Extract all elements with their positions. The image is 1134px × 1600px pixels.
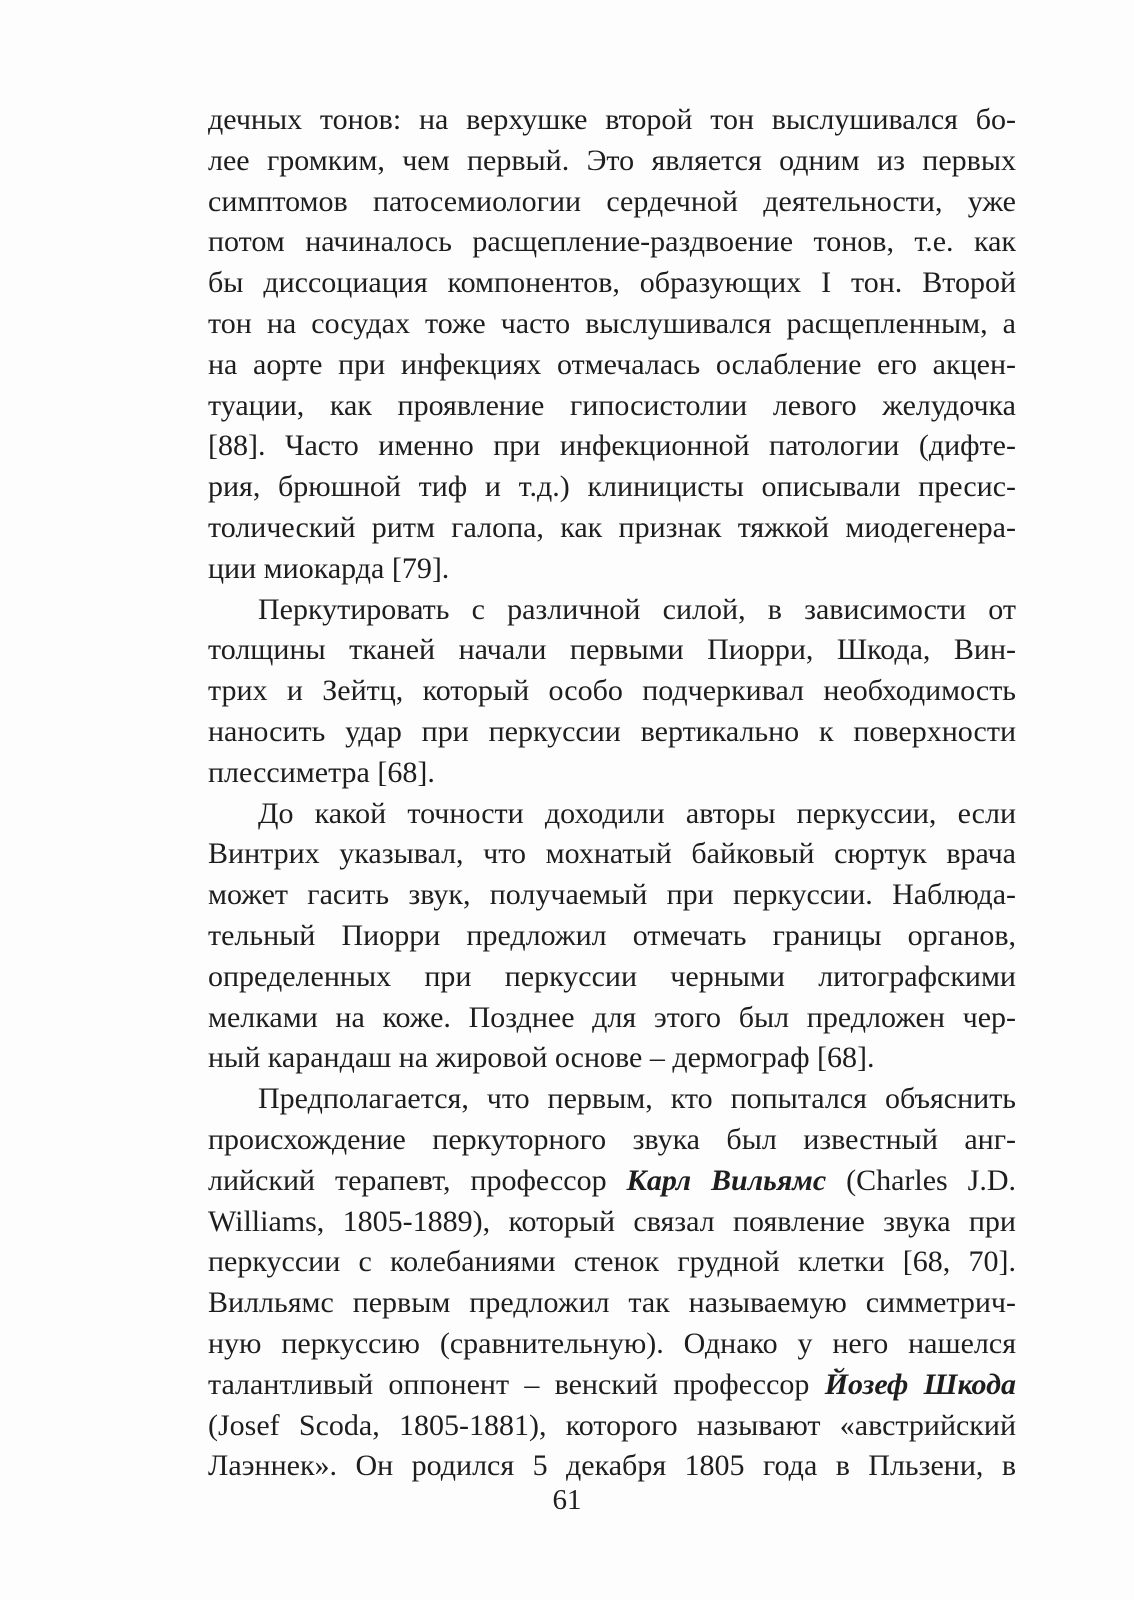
- paragraph: [208, 100, 1016, 590]
- paragraph: [208, 1079, 1016, 1487]
- text-fragment: (Charles J.D.: [826, 1163, 1016, 1197]
- text-line: (Josef Scoda, 1805-1881), которого называют «австрийский: [208, 1408, 1016, 1442]
- text-line: происхождение перкуторного звука был известный анг-: [208, 1122, 1016, 1156]
- text-line: определенных при перкуссии черными литографскими: [208, 959, 1016, 993]
- text-line: тон на сосудах тоже часто выслушивался расщепленным, а: [208, 306, 1016, 340]
- text-line: [88]. Часто именно при инфекционной патологии (дифте-: [208, 429, 1016, 463]
- text-line: туации, как проявление гипосистолии левого желудочка: [208, 388, 1016, 422]
- text-line: симптомов патосемиологии сердечной деятельности, уже: [208, 184, 1016, 218]
- text-line: Перкутировать с различной силой, в зависимости от: [258, 592, 1016, 626]
- text-line: лее громким, чем первый. Это является одним из первых: [208, 143, 1016, 177]
- paragraph: [208, 590, 1016, 794]
- text-line: трих и Зейтц, который особо подчеркивал необходимость: [208, 674, 1016, 708]
- text-line: Предполагается, что первым, кто попытался объяснить: [258, 1082, 1016, 1116]
- page-number: 61: [552, 1484, 582, 1516]
- text-line: [208, 1365, 1016, 1406]
- text-line: Винтрих указывал, что мохнатый байковый сюртук врача: [208, 837, 1016, 871]
- text-line: ный карандаш на жировой основе – дермограф [68].: [208, 1041, 875, 1075]
- text-line: потом начиналось расщепление-раздвоение тонов, т.е. как: [208, 225, 1016, 259]
- text-line: ную перкуссию (сравнительную). Однако у него нашелся: [208, 1326, 1016, 1360]
- text-line: рия, брюшной тиф и т.д.) клиницисты описывали пресис-: [208, 470, 1016, 504]
- text-fragment: талантливый оппонент – венский профессор: [208, 1367, 825, 1401]
- text-line: [208, 1161, 1016, 1202]
- text-line: наносить удар при перкуссии вертикально к поверхности: [208, 714, 1016, 748]
- paragraph: [208, 794, 1016, 1080]
- text-line: на аорте при инфекциях отмечалась ослабление его акцен-: [208, 347, 1016, 381]
- text-line: тельный Пиорри предложил отмечать границы органов,: [208, 918, 1016, 952]
- text-line: толщины тканей начали первыми Пиорри, Шкода, Вин-: [208, 633, 1016, 667]
- text-line: дечных тонов: на верхушке второй тон выслушивался бо-: [208, 103, 1016, 136]
- text-line: мелками на коже. Позднее для этого был предложен чер-: [208, 1000, 1016, 1034]
- text-line: Лаэннек». Он родился 5 декабря 1805 года в Пльзени, в: [208, 1449, 1016, 1483]
- text-line: может гасить звук, получаемый при перкуссии. Наблюда-: [208, 878, 1016, 912]
- text-line: ции миокарда [79].: [208, 551, 450, 585]
- text-line: плессиметра [68].: [208, 755, 435, 789]
- text-line: толический ритм галопа, как признак тяжкой миодегенера-: [208, 510, 1016, 544]
- body-text: [208, 100, 1016, 1487]
- text-line: Вилльямс первым предложил так называемую симметрич-: [208, 1286, 1016, 1320]
- text-fragment: лийский терапевт, профессор: [208, 1163, 627, 1197]
- text-line: Williams, 1805-1889), который связал появление звука при: [208, 1204, 1016, 1238]
- text-line: До какой точности доходили авторы перкуссии, если: [258, 796, 1016, 830]
- emphasized-name: Йозеф Шкода: [824, 1367, 1017, 1401]
- text-line: бы диссоциация компонентов, образующих I тон. Второй: [208, 266, 1016, 300]
- text-line: перкуссии с колебаниями стенок грудной клетки [68, 70].: [208, 1245, 1016, 1279]
- emphasized-name: Карл Вильямс: [626, 1163, 827, 1197]
